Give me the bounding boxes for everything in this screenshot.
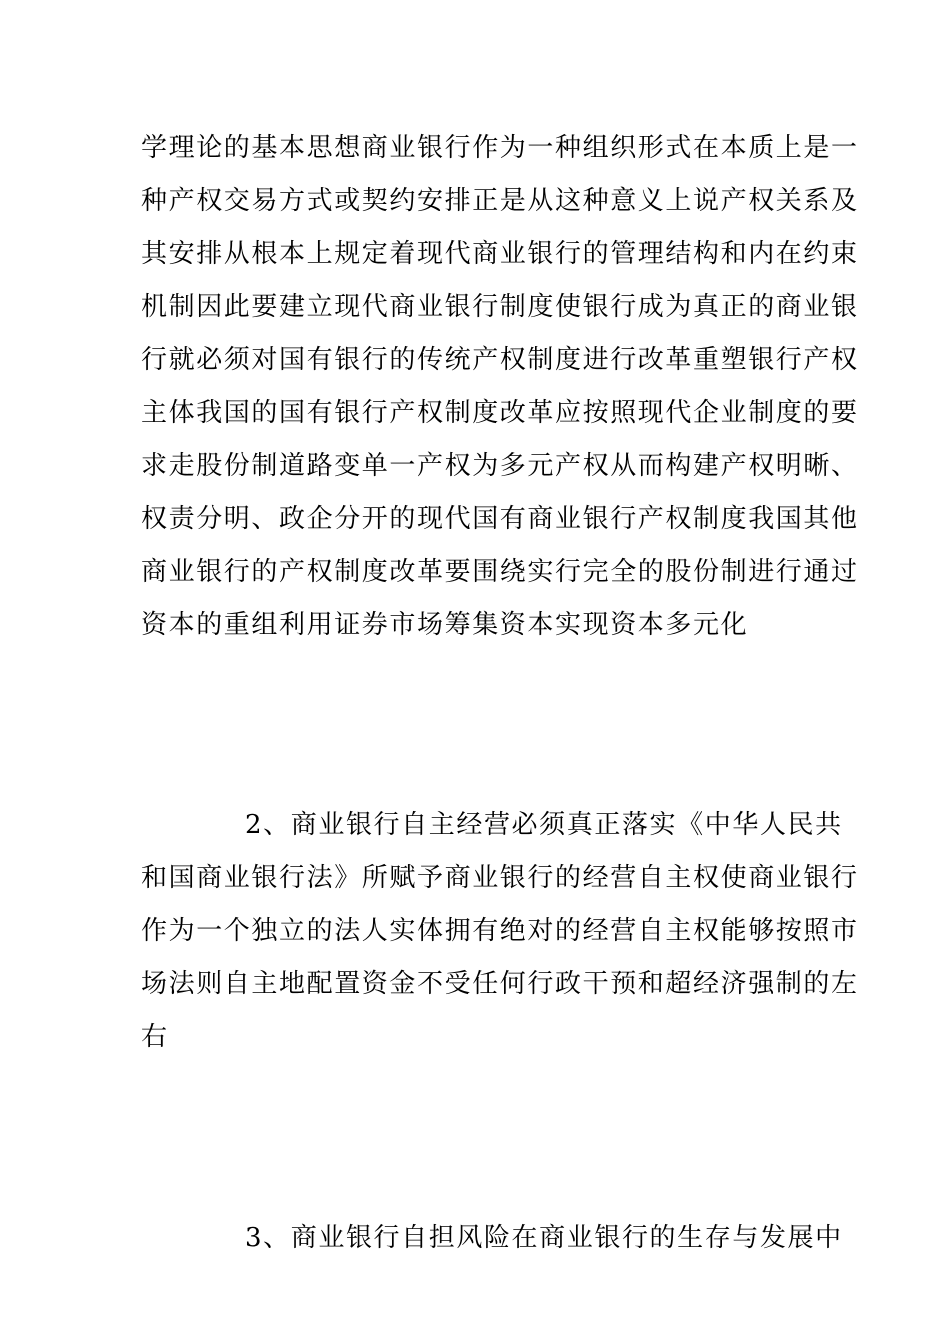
text-line: 和国商业银行法》所赋予商业银行的经营自主权使商业银行 (141, 863, 859, 893)
text-line: 行就必须对国有银行的传统产权制度进行改革重塑银行产权 (141, 345, 859, 375)
text-line: 3、商业银行自担风险在商业银行的生存与发展中 (245, 1223, 843, 1253)
text-line: 资本的重组利用证券市场筹集资本实现资本多元化 (141, 610, 749, 640)
text-line: 场法则自主地配置资金不受任何行政干预和超经济强制的左 (141, 969, 859, 999)
text-line: 主体我国的国有银行产权制度改革应按照现代企业制度的要 (141, 398, 859, 428)
text-line: 右 (141, 1022, 169, 1052)
text-line: 求走股份制道路变单一产权为多元产权从而构建产权明晰、 (141, 451, 859, 481)
text-line: 种产权交易方式或契约安排正是从这种意义上说产权关系及 (141, 186, 859, 216)
text-line: 商业银行的产权制度改革要围绕实行完全的股份制进行通过 (141, 557, 859, 587)
text-line: 2、商业银行自主经营必须真正落实《中华人民共 (245, 810, 843, 840)
text-line: 机制因此要建立现代商业银行制度使银行成为真正的商业银 (141, 292, 859, 322)
text-line: 作为一个独立的法人实体拥有绝对的经营自主权能够按照市 (141, 916, 859, 946)
text-line: 学理论的基本思想商业银行作为一种组织形式在本质上是一 (141, 133, 859, 163)
text-line: 其安排从根本上规定着现代商业银行的管理结构和内在约束 (141, 239, 859, 269)
text-line: 权责分明、政企分开的现代国有商业银行产权制度我国其他 (141, 504, 859, 534)
